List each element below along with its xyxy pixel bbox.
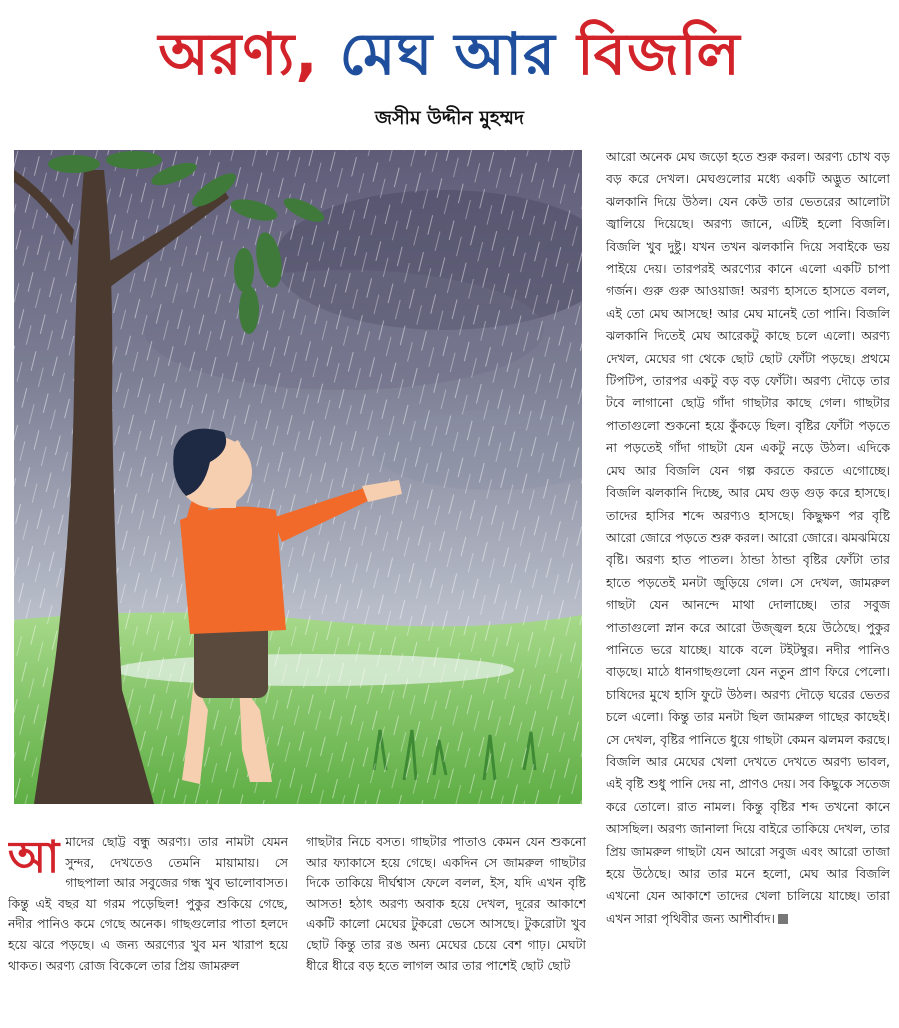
end-of-article-mark bbox=[778, 914, 788, 924]
story-text-part-2: গাছটার নিচে বসত। গাছটার পাতাও কেমন যেন শুকনো আর ফ্যাকাসে হয়ে গেছে। একদিন সে জামরুল গাছটার দিকে তাকিয়ে দীর্ঘশ্বাস ফেলে বলল, ইস, যদি এখন বৃষ্টি আসত! হঠাৎ অরণ্য অবাক হয়ে দেখল, দূরের আকাশে একটি কালো মেঘের টুকরো ভেসে আসছে। টুকরোটা খুব ছোট কিন্তু তার রঙ অন্য মেঘের চেয়ে বেশ গাঢ়। মেঘটা ধীরে ধীরে বড় হতে লাগল আর তার পাশেই ছোট ছোট bbox=[306, 834, 586, 973]
rain-illustration bbox=[14, 150, 582, 804]
drop-cap: আ bbox=[8, 832, 60, 883]
story-column-3 bbox=[606, 146, 890, 1016]
title-word-megh: মেঘ আর bbox=[339, 20, 578, 88]
story-text-part-3: আরো অনেক মেঘ জড়ো হতে শুরু করল। অরণ্য চোখ বড় বড় করে দেখল। মেঘগুলোর মধ্যে একটি অদ্ভুত আলো ঝলকানি দিয়ে উঠল। যেন কেউ তার ভেতরের আলোটা জ্বালিয়ে দিয়েছে। অরণ্য জানে, এটিই হলো বিজলি। বিজলি খুব দুষ্টু। যখন তখন ঝলকানি দিয়ে সবাইকে ভয় পাইয়ে দেয়। তারপরই অরণ্যের কানে এলো একটি চাপা গর্জন। গুরু গুরু আওয়াজ! অরণ্য হাসতে হাসতে বলল, এই তো মেঘ আসছে! আর মেঘ মানেই তো পানি। বিজলি ঝলকানি দিতেই মেঘ আরেকটু কাছে চলে এলো। অরণ্য দেখল, মেঘের গা থেকে ছোট ছোট ফোঁটা পড়ছে। প্রথমে টিপটিপ, তারপর একটু বড় বড় ফোঁটা। অরণ্য দৌড়ে তার টবে লাগানো ছোট্ট গাঁদা গাছটার কাছে গেল। গাছটার পাতাগুলো শুকনো হয়ে কুঁকড়ে ছিল। বৃষ্টির ফোঁটা পড়তে না পড়তেই গাঁদা গাছটা যেন একটু নড়ে উঠল। এদিকে মেঘ আর বিজলি যেন গল্প করতে করতে এগোচ্ছে। বিজলি ঝলকানি দিচ্ছে, আর মেঘ গুড় গুড় করে হাসছে। তাদের হাসির শব্দে অরণ্যও হাসছে। কিছুক্ষণ পর বৃষ্টি আরো জোরে পড়তে শুরু করল। আরো জোরে। ঝমঝমিয়ে বৃষ্টি। অরণ্য হাত পাতল। ঠান্ডা ঠান্ডা বৃষ্টির ফোঁটা তার হাতে পড়তেই মনটা জুড়িয়ে গেল। সে দেখল, জামরুল গাছটা যেন আনন্দে মাথা দোলাচ্ছে। তার সবুজ পাতাগুলো স্নান করে আরো উজ্জ্বল হয়ে উঠেছে। পুকুর পানিতে ভরে যাচ্ছে। যাকে বলে টইটম্বুর। নদীর পানিও বাড়ছে। মাঠে ধানগাছগুলো যেন নতুন প্রাণ ফিরে পেলো। চাষিদের মুখে হাসি ফুটে উঠল। অরণ্য দৌড়ে ঘরের ভেতর চলে এলো। কিন্তু তার মনটা ছিল জামরুল গাছের কাছেই। সে দেখল, বৃষ্টির পানিতে ধুয়ে গাছটা কেমন ঝলমল করছে। বিজলি আর মেঘের খেলা দেখতে দেখতে অরণ্য ভাবল, এই বৃষ্টি শুধু পানি দেয় না, প্রাণও দেয়। সব কিছুকে সতেজ করে তোলে। রাত নামল। কিন্তু বৃষ্টির শব্দ তখনো কানে আসছিল। অরণ্য জানালা দিয়ে বাইরে তাকিয়ে দেখল, তার প্রিয় জামরুল গাছটা যেন আরো সবুজ এবং আরো তাজা হয়ে উঠেছে। আর তার মনে হলো, মেঘ আর বিজলি এখনো যেন আকাশে তাদের খেলা চালিয়ে যাচ্ছে। তারা এখন সারা পৃথিবীর জন্য আশীর্বাদ। bbox=[606, 149, 890, 926]
story-text-part-1: মাদের ছোট্ট বন্ধু অরণ্য। তার নামটা যেমন সুন্দর, দেখতেও তেমনি মায়ামায়। সে গাছপালা আর সবুজের গন্ধ খুব ভালোবাসত। কিন্তু এই বছর যা গরম পড়েছিল! পুকুর শুকিয়ে গেছে, নদীর পানিও কমে গেছে অনেক। গাছগুলোর পাতা হলদে হয়ে ঝরে পড়ছে। এ জন্য অরণ্যের খুব মন খারাপ হয়ে থাকত। অরণ্য রোজ বিকেলে তার প্রিয় জামরুল bbox=[8, 834, 288, 973]
title-word-bijli: বিজলি bbox=[577, 20, 741, 88]
story-column-1 bbox=[8, 832, 288, 1018]
article-title bbox=[0, 14, 899, 94]
author-byline: জসীম উদ্দীন মুহম্মদ bbox=[374, 107, 525, 129]
story-column-2 bbox=[306, 832, 586, 1018]
title-word-oronno: অরণ্য, bbox=[158, 20, 340, 88]
